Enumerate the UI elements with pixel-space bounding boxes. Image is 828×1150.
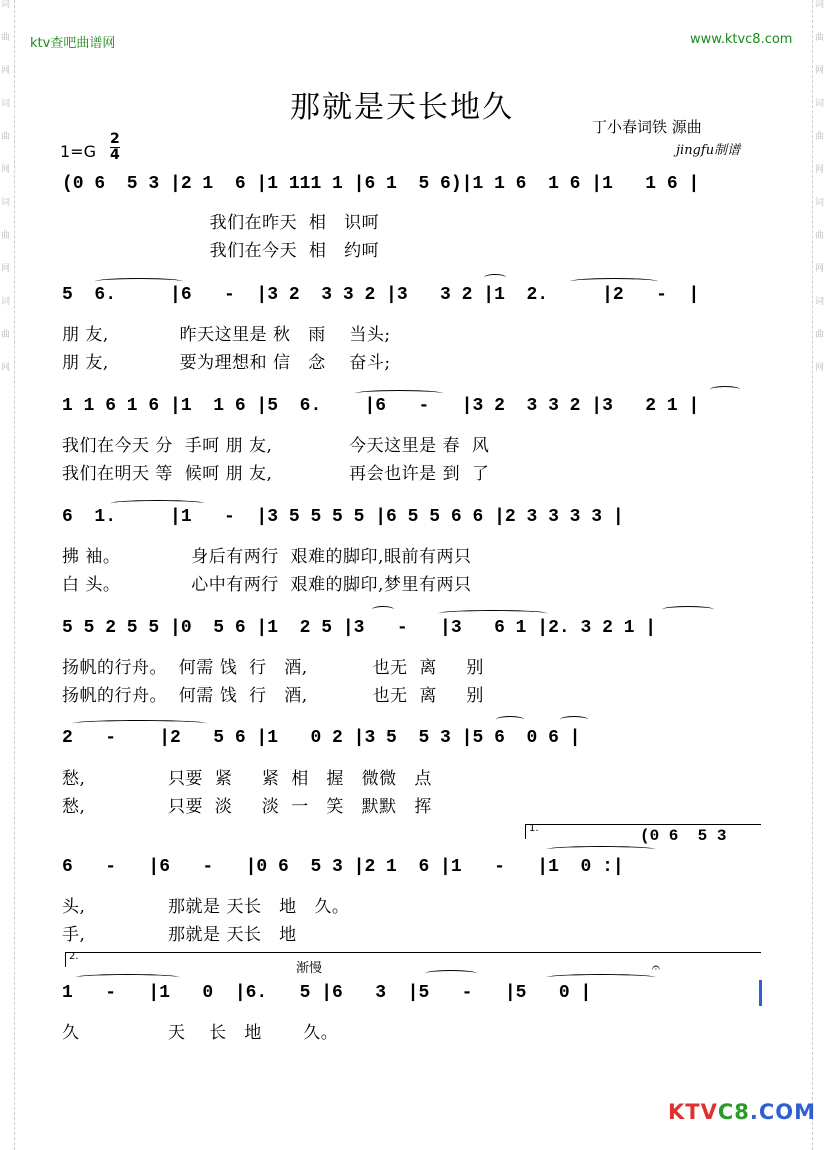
site-url-header[interactable]: www.ktvc8.com [690,32,793,47]
lyrics-line-8a: 久 天 长 地 久。 [62,1023,339,1043]
slur [710,386,740,393]
lyrics-line-5a: 扬帆的行舟。 何需 饯 行 酒, 也无 离 别 [62,658,484,678]
right-side-watermark: 词 曲 网 词 曲 网 词 曲 网 词 曲 网 [815,0,825,373]
lyrics-line-6a: 愁, 只要 紧 紧 相 握 微微 点 [62,769,432,789]
slur [546,974,656,981]
time-signature: $\frac{2}{4}$ [110,131,120,163]
lyrics-line-2a: 朋 友, 昨天这里是 秋 雨 当头; [62,325,391,345]
notation-line-7: 6 - |6 - |0 6 5 3 |2 1 6 |1 - |1 0 :| [62,857,624,877]
tempo-marking: 渐慢 [296,961,323,976]
transcriber-credit: jingfu制谱 [676,143,741,158]
notation-line-3: 1 1 6 1 6 |1 1 6 |5 6. |6 - |3 2 3 3 2 |3 2 1 | [62,396,700,416]
notation-line-5: 5 5 2 5 5 |0 5 6 |1 2 5 |3 - |3 6 1 |2. 3 2 1 | [62,618,657,638]
pickup-notes: (0 6 5 3 [640,827,727,845]
slur [484,274,506,281]
lyrics-line-1a: 我们在昨天 相 识呵 [62,213,380,233]
lyrics-line-3a: 我们在今天 分 手呵 朋 友, 今天这里是 春 风 [62,436,490,456]
site-name-header[interactable]: ktv查吧曲谱网 [30,36,116,51]
final-barline [759,980,762,1006]
lyrics-line-5b: 扬帆的行舟。 何需 饯 行 酒, 也无 离 别 [62,686,484,706]
notation-line-2: 5 6. |6 - |3 2 3 3 2 |3 3 2 |1 2. |2 - | [62,285,700,305]
slur [72,720,207,727]
second-ending-bracket: 2. [65,952,761,967]
lyrics-line-4a: 拂 袖。 身后有两行 艰难的脚印,眼前有两只 [62,547,472,567]
lyrics-line-6b: 愁, 只要 淡 淡 一 笑 默默 挥 [62,797,432,817]
lyrics-line-3b: 我们在明天 等 候呵 朋 友, 再会也许是 到 了 [62,464,490,484]
slur [75,974,180,981]
slur [570,278,658,285]
first-ending-bracket: 1. [525,824,761,839]
slur [110,500,205,507]
slur [496,716,524,723]
slur [438,610,548,617]
lyrics-line-7b: 手, 那就是 天长 地 [62,925,297,945]
key-signature: 1=G [60,142,96,161]
slur [560,716,588,723]
slur [662,606,714,613]
site-logo[interactable]: KTVC8.COM [668,1100,817,1124]
slur [546,846,656,853]
lyrics-line-1b: 我们在今天 相 约呵 [62,241,380,261]
right-margin-line [812,0,813,1150]
slur [425,970,477,977]
left-side-watermark: 词 曲 网 词 曲 网 词 曲 网 词 曲 网 [1,0,11,373]
slur [372,606,394,613]
lyrics-line-4b: 白 头。 心中有两行 艰难的脚印,梦里有两只 [62,575,472,595]
song-credits: 丁小春词铁 源曲 [592,118,702,136]
notation-line-6: 2 - |2 5 6 |1 0 2 |3 5 5 3 |5 6 0 6 | [62,728,581,748]
fermata-icon: 𝄐 [652,960,660,976]
notation-line-1: (0 6 5 3 |2 1 6 |1 111 1 |6 1 5 6)|1 1 6 1 6 |1 1 6 | [62,174,700,194]
song-title: 那就是天长地久 [290,90,514,125]
lyrics-line-2b: 朋 友, 要为理想和 信 念 奋斗; [62,353,391,373]
lyrics-line-7a: 头, 那就是 天长 地 久。 [62,897,350,917]
notation-line-8: 1 - |1 0 |6. 5 |6 3 |5 - |5 0 | [62,983,592,1003]
notation-line-4: 6 1. |1 - |3 5 5 5 5 |6 5 5 6 6 |2 3 3 3 3 | [62,507,624,527]
slur [95,278,183,285]
